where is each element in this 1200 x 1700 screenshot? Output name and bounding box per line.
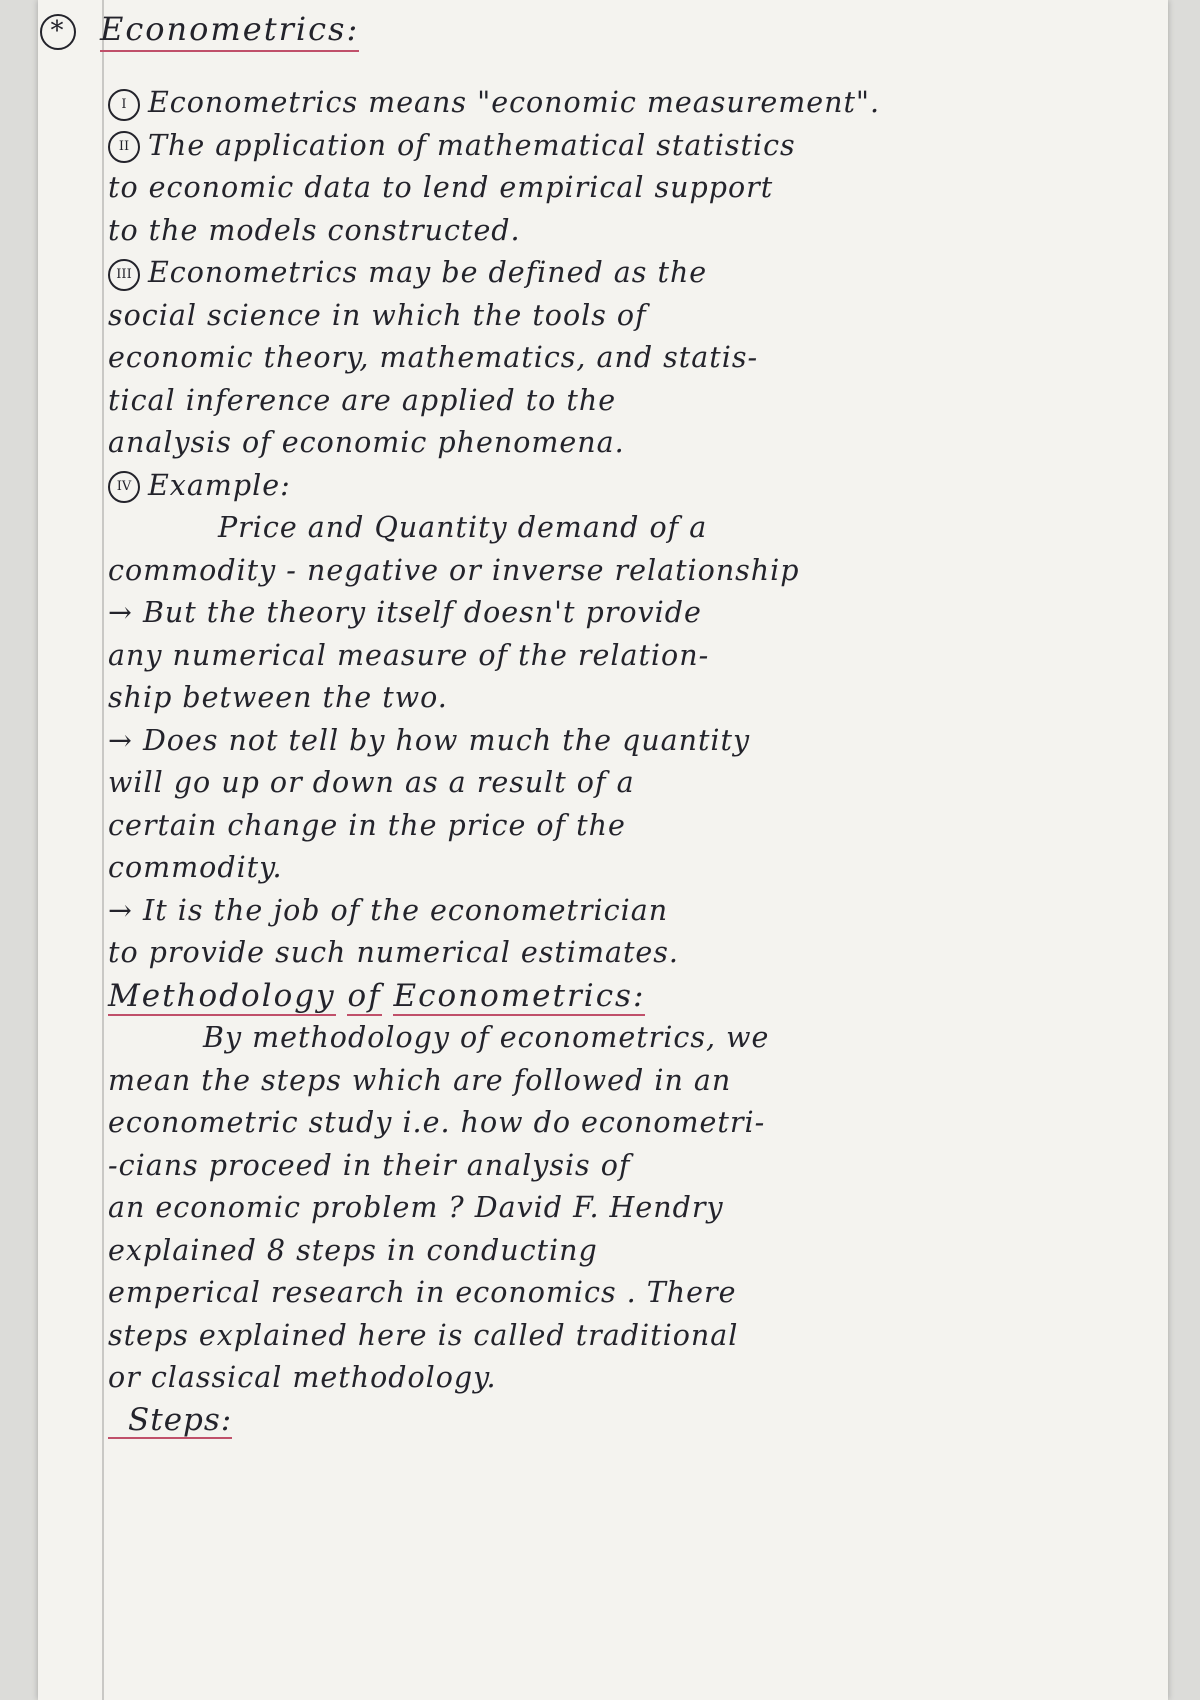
methodology-line: mean the steps which are followed in an — [108, 1063, 732, 1097]
point-line: to the models constructed. — [108, 213, 521, 247]
margin-line — [102, 0, 104, 1700]
point-iii — [108, 252, 1158, 295]
example-line: Price and Quantity demand of a — [218, 511, 708, 544]
point-line: analysis of economic phenomena. — [108, 426, 625, 459]
steps-heading-row — [108, 1400, 1158, 1443]
point-iv — [108, 465, 1158, 508]
methodology-line: or classical methodology. — [108, 1361, 497, 1394]
methodology-line: steps explained here is called traditional — [108, 1318, 739, 1352]
point-number: III — [108, 259, 140, 291]
point-line: The application of mathematical statistics — [148, 128, 796, 162]
page-heading — [40, 10, 359, 50]
notes-body — [108, 82, 1158, 1442]
methodology-line: explained 8 steps in conducting — [108, 1233, 598, 1267]
heading-title: Econometrics: — [100, 10, 359, 52]
point-line: Econometrics may be defined as the — [148, 256, 708, 289]
methodology-heading-word: of — [347, 977, 382, 1014]
point-line: tical inference are applied to the — [108, 383, 617, 417]
methodology-heading-word: Methodology — [108, 977, 336, 1014]
point-line: to economic data to lend empirical support — [108, 171, 774, 204]
notebook-page — [38, 0, 1168, 1700]
methodology-line: -cians proceed in their analysis of — [108, 1148, 631, 1182]
point-number: I — [108, 89, 140, 121]
point-line: economic theory, mathematics, and statis- — [108, 341, 759, 374]
example-line: commodity. — [108, 851, 283, 884]
point-ii — [108, 125, 1158, 168]
example-line: → It is the job of the econometrician — [108, 893, 669, 927]
example-line: will go up or down as a result of a — [108, 766, 635, 799]
example-line: → But the theory itself doesn't provide — [108, 596, 702, 629]
methodology-heading — [108, 975, 1158, 1018]
methodology-line: By methodology of econometrics, we — [203, 1021, 770, 1054]
point-line: Econometrics means "economic measurement". — [148, 86, 881, 119]
methodology-line: an economic problem ? David F. Hendry — [108, 1191, 724, 1224]
methodology-line: emperical research in economics . There — [108, 1276, 737, 1309]
methodology-heading-word: Econometrics: — [393, 977, 646, 1014]
steps-heading: Steps: — [108, 1403, 232, 1439]
star-marker-icon: * — [40, 14, 76, 50]
point-line: Example: — [148, 468, 291, 502]
point-line: social science in which the tools of — [108, 298, 647, 332]
example-line: any numerical measure of the relation- — [108, 638, 710, 672]
example-line: certain change in the price of the — [108, 808, 626, 842]
example-line: to provide such numerical estimates. — [108, 936, 679, 969]
methodology-line: econometric study i.e. how do econometri- — [108, 1106, 766, 1139]
point-number: II — [108, 131, 140, 163]
point-i — [108, 82, 1158, 125]
example-line: commodity - negative or inverse relationship — [108, 553, 800, 587]
example-line: → Does not tell by how much the quantity — [108, 723, 751, 757]
point-number: IV — [108, 471, 140, 503]
example-line: ship between the two. — [108, 681, 448, 714]
